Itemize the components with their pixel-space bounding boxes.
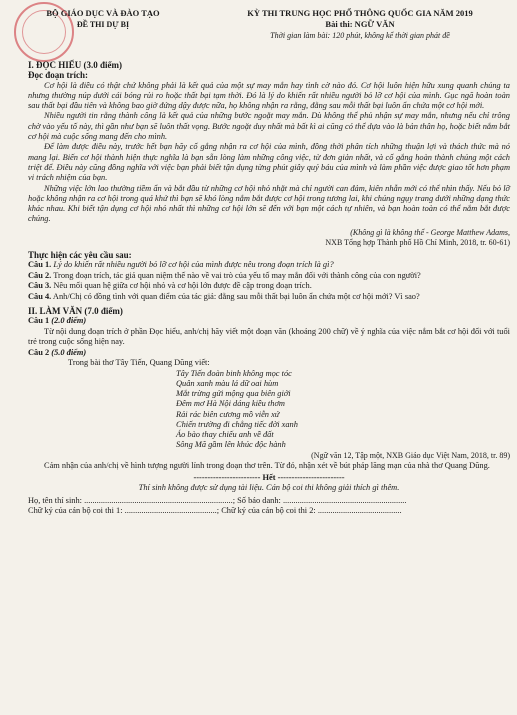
- excerpt-paragraph: Để làm được điều này, trước hết bạn hãy cố gắng nhận ra cơ hội của mình, đồng thời phân tích những thuận lợi và thách thức mà nó mang lại. Biến cơ hội thành hiện thực nghĩa là bạn sẵn lòng làm những công việc, từ đơn giản nhất, và cố gắng hoàn thành chúng một cách triệt để. Điều này cũng đồng nghĩa với việc bạn phải biết tận dụng từng phút giây quý báu của mình và làm phần việc được giao tốt hơn phạm vi trách nhiệm của bạn.: [28, 142, 510, 183]
- part1-heading: I. ĐỌC HIỂU (3.0 điểm): [28, 60, 122, 70]
- question-text: Trong đoạn trích, tác giả quan niệm thế nào về vai trò của yếu tố may mắn đối với thành công của con người?: [53, 270, 421, 280]
- question-label: Câu 3.: [28, 281, 52, 291]
- question-text: Lý do khiến rất nhiều người bỏ lỡ cơ hội của mình được nêu trong đoạn trích là gì?: [53, 260, 334, 270]
- exam-body: [28, 60, 510, 516]
- question-label: Câu 1.: [28, 260, 52, 270]
- invigilator-signatures: Chữ ký của cán bộ coi thi 1: ............................................; Chữ ký của cán bộ coi thi 2: ........................................: [28, 505, 402, 515]
- exam-subject: Bài thi: NGỮ VĂN: [325, 19, 395, 29]
- question-2: [28, 271, 510, 282]
- essay-q2-points: (5.0 điểm): [51, 347, 87, 357]
- poem-line: Đêm mơ Hà Nội dáng kiều thơm: [176, 399, 285, 409]
- poem-line: Mắt trừng gửi mộng qua biên giới: [176, 389, 291, 399]
- exam-type: ĐỀ THI DỰ BỊ: [76, 20, 130, 29]
- poem-line: Quân xanh màu lá dữ oai hùm: [176, 379, 279, 389]
- question-3: [28, 281, 510, 292]
- poem-line: Áo bào thay chiếu anh về đất: [176, 430, 274, 440]
- header-right: [210, 8, 510, 41]
- end-mark: ------------------------ Hết ------------------------: [193, 472, 345, 482]
- requirements-label: Thực hiện các yêu cầu sau:: [28, 249, 132, 260]
- essay-q1-points: (2.0 điểm): [51, 316, 87, 326]
- essay-q2-task: Cảm nhận của anh/chị về hình tượng người lính trong đoạn thơ trên. Từ đó, nhận xét về bút pháp lãng mạn của nhà thơ Quang Dũng.: [44, 461, 490, 471]
- question-1: [28, 260, 510, 271]
- poem-line: Tây Tiến đoàn binh không mọc tóc: [176, 368, 292, 378]
- poem-line: Rải rác biên cương mồ viễn xứ: [176, 409, 280, 419]
- question-text: Anh/Chị có đồng tình với quan điểm của tác giả: đằng sau mỗi thất bại luôn ẩn chứa một cơ hội mới? Vì sao?: [52, 291, 420, 301]
- candidate-info: Họ, tên thí sinh: .......................................................................; Số báo danh: ...........................................................: [28, 495, 407, 505]
- exam-title: KỲ THI TRUNG HỌC PHỔ THÔNG QUỐC GIA NĂM 2019: [247, 8, 473, 18]
- footer-note: Thí sinh không được sử dụng tài liệu. Cán bộ coi thi không giải thích gì thêm.: [138, 483, 400, 493]
- question-label: Câu 4.: [28, 291, 52, 301]
- poem-line: Sông Mã gầm lên khúc độc hành: [176, 440, 286, 450]
- essay-q1-label: Câu 1: [28, 316, 50, 326]
- excerpt-paragraph: Cơ hội là điều có thật chứ không phải là kết quả của một sự may mắn hay tình cờ nào đó. Cơ hội luôn hiện hữu xung quanh chúng ta nhưng thường núp dưới cái bóng rủi ro hoặc thất bại tạm thời. Đó là lý do khiến rất nhiều người bỏ lỡ cơ hội của mình. Gục ngã hoàn toàn sau thất bại đầu tiên và không bao giờ đứng dậy được nữa, họ không nhận ra rằng, đằng sau mỗi thất bại luôn ẩn chứa một cơ hội mới.: [28, 80, 510, 111]
- source-line-2: NXB Tổng hợp Thành phố Hồ Chí Minh, 2018, tr. 60-61): [325, 237, 510, 247]
- excerpt-source: [28, 228, 510, 248]
- exam-time: Thời gian làm bài: 120 phút, không kể thời gian phát đề: [270, 31, 450, 40]
- excerpt-paragraph: Nhiều người tin rằng thành công là kết quả của những bước ngoặt may mắn. Dù không thể phủ nhận sự may mắn, nhưng nếu chỉ trông chờ vào yếu tố này, thì gần như bạn sẽ luôn thất vọng. Bước ngoặt duy nhất mà bất kì ai cũng có thể dựa vào là bản thân họ, hoặc biết nắm bắt cơ hội mà cuộc sống mang đến cho mình.: [28, 111, 510, 142]
- essay-q2-intro: Trong bài thơ Tây Tiến, Quang Dũng viết:: [68, 358, 210, 368]
- question-4: [28, 292, 510, 303]
- essay-q1-heading: [28, 316, 510, 327]
- essay-q2-heading: [28, 348, 510, 359]
- excerpt-paragraph: Những việc lớn lao thường tiềm ẩn và bắt đầu từ những cơ hội nhỏ nhặt mà chỉ người can đảm, kiên nhẫn mới có thể nhìn thấy. Nếu bỏ lỡ hoặc không nhận ra cơ hội trong quá khứ thì bạn sẽ khó lòng nắm bắt được cơ hội trong tương lai, khi chúng ngụy trang dưới những dạng thức khác nhau. Khi biết tận dụng cơ hội nhỏ nhất thì những cơ hội lớn sẽ đến với bạn một cách tự nhiên, và bạn hoàn toàn có thể nắm bắt được chúng.: [28, 183, 510, 224]
- question-text: Nêu mối quan hệ giữa cơ hội nhỏ và cơ hội lớn được đề cập trong đoạn trích.: [53, 281, 312, 291]
- poem-line: Chiến trường đi chẳng tiếc đời xanh: [176, 419, 298, 429]
- part2-heading: II. LÀM VĂN (7.0 điểm): [28, 306, 123, 317]
- question-label: Câu 2.: [28, 270, 52, 280]
- poem-source: (Ngữ văn 12, Tập một, NXB Giáo dục Việt Nam, 2018, tr. 89): [311, 451, 510, 461]
- header-left: [18, 8, 188, 30]
- essay-q1-text: Từ nội dung đoạn trích ở phần Đọc hiểu, anh/chị hãy viết một đoạn văn (khoảng 200 chữ) về ý nghĩa của việc nắm bắt cơ hội đối với tuổi trẻ trong cuộc sống hiện nay.: [28, 326, 510, 347]
- source-line-1: (Không gì là không thể - George Matthew Adams,: [350, 227, 510, 237]
- poem-excerpt: [176, 369, 510, 451]
- excerpt-label: Đọc đoạn trích:: [28, 70, 88, 81]
- ministry-name: BỘ GIÁO DỤC VÀ ĐÀO TẠO: [46, 8, 160, 18]
- essay-q2-label: Câu 2: [28, 347, 50, 357]
